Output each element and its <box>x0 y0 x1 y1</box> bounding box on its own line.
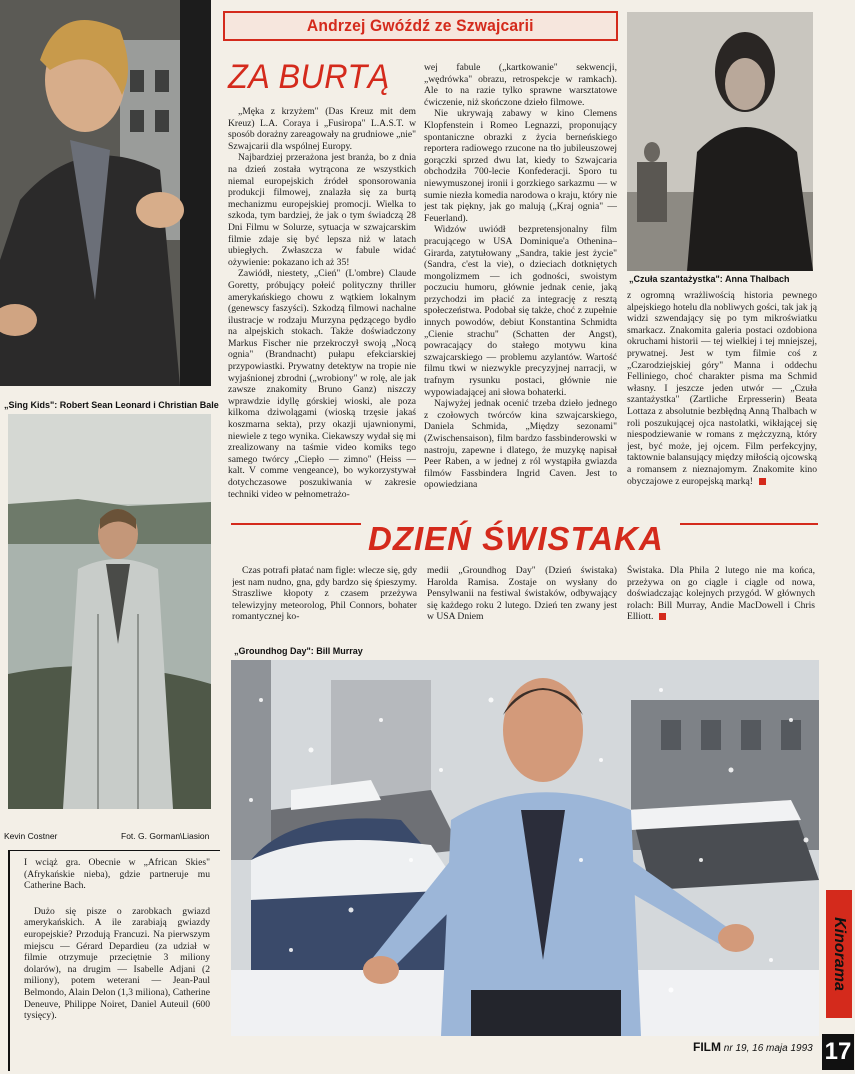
section-divider-right <box>680 523 818 525</box>
paragraph: Świstaka. Dla Phila 2 lutego nie ma końca, przeżywa on go ciągle i ciągle od nowa, doświadczając kolejnych przygód. W głównych rolach: Bill Murray, Andie MacDowell i Chris Elliott. <box>627 565 815 623</box>
paragraph: Najwyżej jednak ocenić trzeba dzieło jednego z czołowych twórców kina szwajcarskiego, Daniela Schmida, „Między sezonami" (Zwischensaison), film bardzo fassbinderowski w nastroju, zapewne i dlatego, że muzykę napisał Peer Raben, a w jednej z ról wystąpiła gwiazda filmów Fassbindera Ingrid Caven. Jest to opowiedziana <box>424 398 617 491</box>
paragraph: I wciąż gra. Obecnie w „African Skies" (Afrykańskie nieba), gdzie partneruje mu Catherine Bach. <box>24 857 210 892</box>
section-label-strip <box>826 890 852 1018</box>
paragraph: wej fabule („kartkowanie" sekwencji, „wędrówka" obrazu, retrospekcje w ramkach). Ale to na razie tylko sprawne warsztatowe ćwiczenie, niż skończone dzieło filmowe. <box>424 62 617 108</box>
paragraph: Dużo się pisze o zarobkach gwiazd amerykańskich. A ile zarabiają gwiazdy europejskie? Przodują Francuzi. Na pierwszym miejscu — Gérard Depardieu (za udział w filmie otrzymuje przeciętnie 3 miliony dolarów), na drugim — Isabelle Adjani (2 miliony), potem weterani — Jean-Paul Belmondo, Alain Delon (1,3 miliona), Catherine Deneuve, Philippe Noiret, Daniel Auteuil (600 tysięcy). <box>24 905 210 1022</box>
section-label: Kinorama <box>831 917 848 991</box>
page-number: 17 <box>822 1034 854 1070</box>
photo-czula-szantazystka <box>627 12 813 271</box>
magazine-name: FILM <box>693 1040 721 1054</box>
author-header <box>223 11 618 41</box>
paragraph: „Męka z krzyżem" (Das Kreuz mit dem Kreuz) L.A. Coraya i „Fusiropa" L.A.S.T. w sposób dorażny zareagowały na grudniowe „nie" Szwajcarii dla wspólnej Europy. <box>228 106 416 152</box>
paragraph: Widzów uwiódł bezpretensjonalny film pracującego w USA Dominique'a Othenina–Girarda, zatytułowany „Sandra, takie jest życie" (Sandra, c'est la vie), o dzieciach dotkniętych mongolizmem — ich godności, swoistym poczuciu humoru, głównie jednak cenie, jaką przychodzi im płacić za integrację z resztą społeczeństwa. Podobał się także, choć z zupełnie innych powodów, debiut Konstantina Schmidta „Cienie strachu" (Schatten der Angst), powracający do stałego motywu kina szwajcarskiego — problemu azylantów. Wartość filmu tkwi w niezwykle precyzyjnej narracji, w trafnym rysunku postaci, głównie nie wypowiadającej ani słowa bohaterki. <box>424 224 617 398</box>
paragraph: medii „Groundhog Day" (Dzień świstaka) Harolda Ramisa. Zostaje on wysłany do Pensylwanii na festiwal świstaków, odbywający się każdego roku 2 lutego. Dzień ten zwany jest w USA Dniem <box>427 565 617 623</box>
issue-number: nr 19, <box>723 1043 750 1054</box>
photo-sing-kids <box>0 0 211 386</box>
caption-groundhog: „Groundhog Day": Bill Murray <box>234 646 363 656</box>
article2-title: DZIEŃ ŚWISTAKA <box>368 520 664 557</box>
article1-column-2 <box>424 62 617 508</box>
issue-date: 16 maja 1993 <box>752 1043 813 1054</box>
caption-czula: „Czuła szantażystka": Anna Thalbach <box>629 274 790 284</box>
photo-groundhog-day <box>231 660 819 1036</box>
paragraph: Czas potrafi płatać nam figle: wlecze się, gdy jest nam nudno, gna, gdy bardzo się śpieszymy. Straszliwe kłopoty z czasem przeżywa telewizyjny meteorolog, Phil Connors, bohater romantycznej ko- <box>232 565 417 623</box>
sidebar-text <box>24 857 210 1067</box>
end-mark-icon <box>759 478 766 485</box>
sidebar-box <box>8 850 220 1071</box>
paragraph: z ogromną wrażliwością historia pewnego alpejskiego hotelu dla nobliwych gości, tak jak ją widzi szwendający się po tym mikroświatku smarkacz. Znakomita galeria postaci ozdobiona okruchami historii — tej wielkiej i tej mniejszej, prywatnej. Jest w tym filmie coś z „Czarodziejskiej góry" Manna i oddechu Felliniego, choć charakter pisma ma Schmid własny. I jeszcze jeden utwór — „Czuła szantażystka" (Zartliche Erpresserin) Beata Lottaza z absolutnie bezbłędną Anną Thalbach w roli poszukującej ojca nastolatki, wikłającej się niespodziewanie w romans z mężczyzną, który jest, być może, jej ojcem. Film perfekcyjny, taktownie balansujący między miłością ojcowską a romansem z nieznajomym. Znakomite kino obyczajowe z europejską marką! <box>627 290 817 487</box>
article2-column-1 <box>232 565 417 635</box>
section-divider-left <box>231 523 361 525</box>
caption-costner: Kevin Costner <box>4 831 58 841</box>
article2-column-2 <box>427 565 617 635</box>
article1-column-3 <box>627 290 817 512</box>
article-title: ZA BURTĄ <box>228 58 390 96</box>
photo-credit: Fot. G. Gorman\Liasion <box>121 831 210 841</box>
paragraph: Nie ukrywają zabawy w kino Clemens Klopfenstein i Romeo Legnazzi, proponujący spontaniczne obrazki z życia berneńskiego reportera radiowego rzucone na tło jubileuszowej gorączki sprzed dwu lat, kiedy to Szwajcaria obchodziła 700-lecie Konfederacji. Sporo tu niewymuszonej ironii i gorzkiego sarkazmu — w sumie niezła komedia narodowa o kraju, który nie jest tak piękny, jak go malują („Kraj ognia" — Feuerland). <box>424 108 617 224</box>
article1-column-1 <box>228 106 416 508</box>
end-mark-icon <box>659 613 666 620</box>
photo-kevin-costner <box>8 414 211 809</box>
author-line: Andrzej Gwóźdź ze Szwajcarii <box>307 16 534 35</box>
caption-sing-kids: „Sing Kids": Robert Sean Leonard i Christian Bale <box>4 400 219 410</box>
paragraph: Zawiódł, niestety, „Cień" (L'ombre) Claude Goretty, próbujący połeić polityczny thriller amerykańskiego chowu z wątkiem lokalnym (genewscy faszyści). Szkodzą filmowi nachalne ilustracje w rodzaju Murzyna pędzącego bydło na alpejskich stokach. Także doświadczony Markus Fischer nie przekroczył swoją „Nocą ognia" (Brandnacht) pułapu efekciarskiej przypowiastki. Prywatny detektyw na tropie nie wyjaśnionej zbrodni („wrobiony" w rolę, ale jak zawsze znakomity Bruno Ganz) niszczy wprawdzie idyllę górskiej wioski, ale poza kilkoma dziwolągami (wioską trzęsie jakaś koszmarna sekta), przy okazji ujawnionymi, niewiele z tego wynika. Ciekawszy wydał się mi zrealizowany na taśmie video komiks tego samego twórcy „Ciepło — zimno" (Heiss — kalt. V comme vengeance), bo wykorzystywał dotychczasowe poszukiwania w zakresie techniki video w pełnometrażo- <box>228 268 416 500</box>
article2-column-3 <box>627 565 815 635</box>
paragraph: Najbardziej przerażona jest branża, bo z dnia na dzień została wytrącona ze wszystkich niemal europejskich źródeł sponsorowania produkcji filmowej, znalazła się za burtą mechanizmu europejskiej promocji. Wielka to szkoda, tym bardziej, że jak o tym świadczą 28 Dni Filmu w Solurze, sytuacja w szwajcarskim filmie zdaje się być lepsza niż w latach ubiegłych. Zwłaszcza w fabule widać ożywienie: pokazano ich aż 35! <box>228 152 416 268</box>
footer <box>693 1040 813 1054</box>
